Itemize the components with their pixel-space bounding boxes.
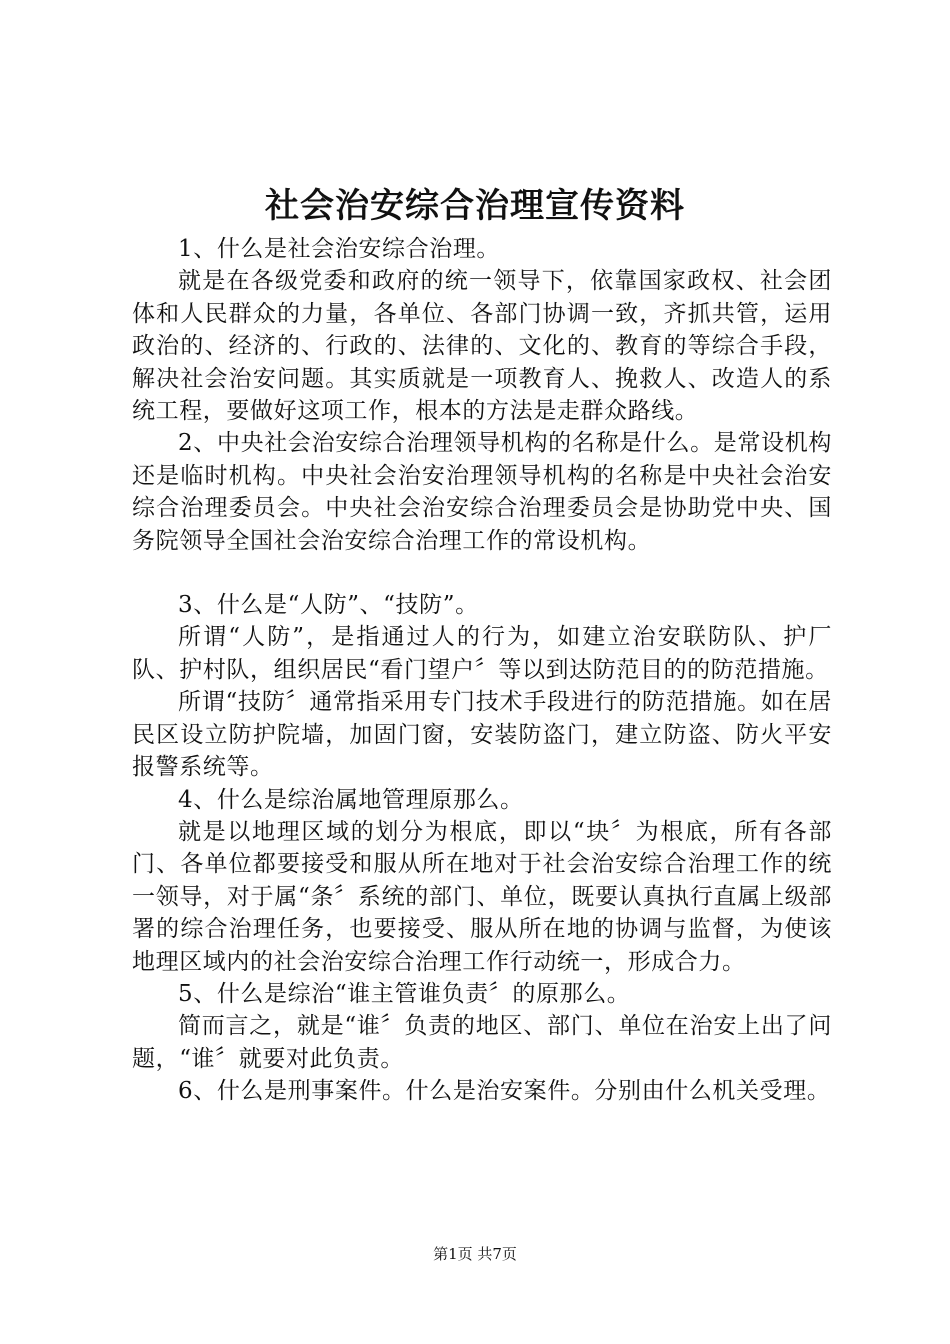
paragraph-spacer — [132, 557, 832, 589]
question-heading: 4、什么是综治属地管理原那么。 — [178, 786, 524, 813]
document-title: 社会治安综合治理宣传资料 — [265, 186, 685, 226]
page-number: 第1页 共7页 — [433, 1245, 517, 1263]
question-paragraph: 2、中央社会治安综合治理领导机构的名称是什么。是常设机构还是临时机构。中央社会治安治理领导机构的名称是中央社会治安综合治理委员会。中央社会治安综合治理委员会是协助党中央、国务院领导全国社会治安综合治理工作的常设机构。 — [132, 430, 832, 554]
document-body — [132, 233, 832, 1108]
answer-paragraph: 就是在各级党委和政府的统一领导下，依靠国家政权、社会团体和人民群众的力量，各单位、各部门协调一致，齐抓共管，运用政治的、经济的、行政的、法律的、文化的、教育的等综合手段，解决社会治安问题。其实质就是一项教育人、挽救人、改造人的系统工程，要做好这项工作，根本的方法是走群众路线。 — [132, 268, 832, 425]
answer-paragraph: 就是以地理区域的划分为根底，即以“块〞为根底，所有各部门、各单位都要接受和服从所在地对于社会治安综合治理工作的统一领导，对于属“条〞系统的部门、单位，既要认真执行直属上级部署的综合治理任务，也要接受、服从所在地的协调与监督，为使该地理区域内的社会治安综合治理工作行动统一，形成合力。 — [132, 818, 832, 975]
question-heading: 5、什么是综治“谁主管谁负责〞的原那么。 — [178, 980, 631, 1007]
question-heading: 1、什么是社会治安综合治理。 — [178, 236, 501, 262]
question-heading: 6、什么是刑事案件。什么是治安案件。分别由什么机关受理。 — [178, 1078, 831, 1105]
answer-paragraph: 所谓“人防”，是指通过人的行为，如建立治安联防队、护厂队、护村队，组织居民“看门望户〞等以到达防范目的的防范措施。 — [132, 624, 832, 683]
answer-paragraph: 简而言之，就是“谁〞负责的地区、部门、单位在治安上出了问题，“谁〞就要对此负责。 — [132, 1013, 832, 1072]
answer-paragraph: 所谓“技防〞通常指采用专门技术手段进行的防范措施。如在居民区设立防护院墙，加固门窗，安装防盗门，建立防盗、防火平安报警系统等。 — [132, 689, 832, 781]
question-heading: 3、什么是“人防”、“技防”。 — [178, 592, 479, 619]
